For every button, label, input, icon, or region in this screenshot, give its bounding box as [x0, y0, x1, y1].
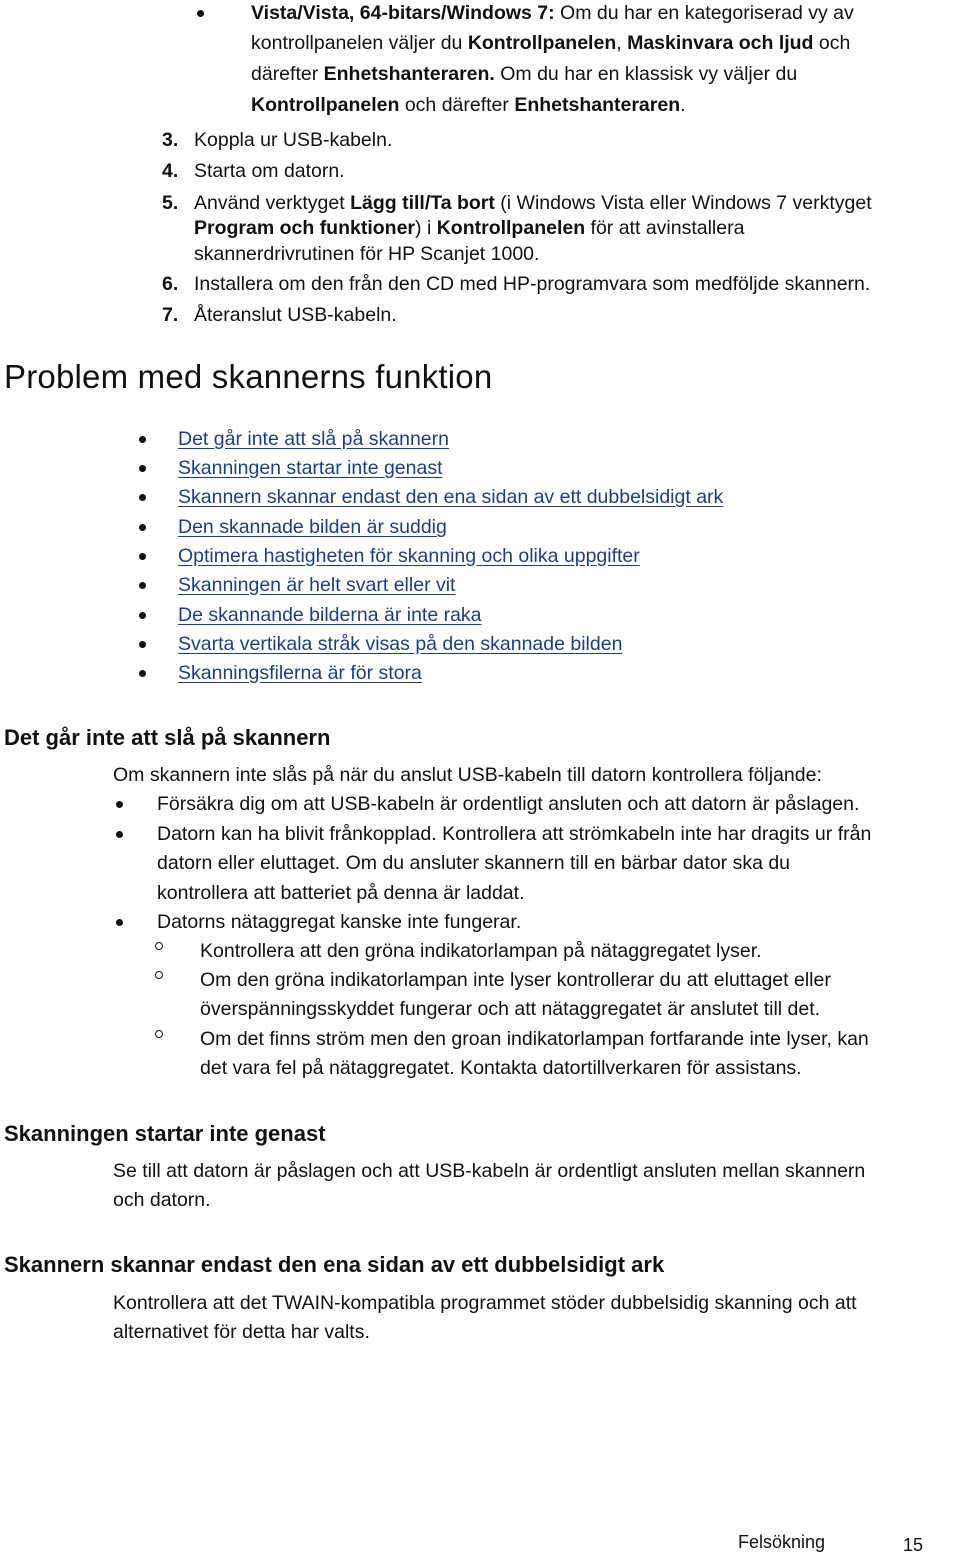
step-3-text: Koppla ur USB-kabeln.: [194, 129, 393, 151]
paragraph: Se till att datorn är påslagen och att USB-kabeln är ordentligt ansluten mellan skannern: [113, 1160, 866, 1182]
link-vertical-streaks[interactable]: Svarta vertikala stråk visas på den skannade bilden: [178, 633, 623, 655]
bullet-icon: [139, 465, 146, 472]
link-optimize-speed[interactable]: Optimera hastigheten för skanning och olika uppgifter: [178, 545, 640, 567]
link-large-files[interactable]: Skanningsfilerna är för stora: [178, 662, 422, 684]
vista-line-1: Vista/Vista, 64-bitars/Windows 7: Om du har en kategoriserad vy av: [251, 2, 854, 24]
circle-bullet-icon: [155, 971, 163, 979]
sub-bullet-text: det vara fel på nätaggregatet. Kontakta datortillverkaren för assistans.: [200, 1057, 802, 1079]
step-5-line-3: skannerdrivrutinen för HP Scanjet 1000.: [194, 243, 540, 265]
bullet-icon: [139, 524, 146, 531]
step-number: 6.: [162, 273, 179, 295]
bullet-icon: [139, 670, 146, 677]
bullet-text: Datorns nätaggregat kanske inte fungerar.: [157, 911, 522, 933]
sub-bullet-text: Om den gröna indikatorlampan inte lyser kontrollerar du att eluttaget eller: [200, 969, 831, 991]
sub-bullet-text: Om det finns ström men den groan indikatorlampan fortfarande inte lyser, kan: [200, 1028, 869, 1050]
bullet-text: Datorn kan ha blivit frånkopplad. Kontrollera att strömkabeln inte har dragits ur från: [157, 823, 872, 845]
sub-bullet-text: överspänningsskyddet fungerar och att nätaggregatet är anslutet till det.: [200, 998, 821, 1020]
bullet-icon: [116, 919, 123, 926]
bullet-text: Försäkra dig om att USB-kabeln är ordentligt ansluten och att datorn är påslagen.: [157, 793, 860, 815]
circle-bullet-icon: [155, 942, 163, 950]
link-scanner-no-power[interactable]: Det går inte att slå på skannern: [178, 428, 449, 450]
step-number: 7.: [162, 304, 179, 326]
paragraph: Om skannern inte slås på när du anslut USB-kabeln till datorn kontrollera följande:: [113, 764, 822, 786]
link-skewed-images[interactable]: De skannande bilderna är inte raka: [178, 604, 482, 626]
bullet-icon: [139, 582, 146, 589]
step-4-text: Starta om datorn.: [194, 160, 345, 182]
step-7-text: Återanslut USB-kabeln.: [194, 304, 397, 326]
bullet-icon: [139, 436, 146, 443]
paragraph: Kontrollera att det TWAIN-kompatibla programmet stöder dubbelsidig skanning och att: [113, 1292, 857, 1314]
paragraph: alternativet för detta har valts.: [113, 1321, 370, 1343]
step-number: 4.: [162, 160, 179, 182]
bullet-icon: [139, 553, 146, 560]
circle-bullet-icon: [155, 1030, 163, 1038]
step-5-line-2: Program och funktioner) i Kontrollpanelen för att avinstallera: [194, 217, 745, 239]
bullet-icon: [116, 831, 123, 838]
section-heading-no-power: Det går inte att slå på skannern: [4, 725, 331, 750]
vista-line-3: därefter Enhetshanteraren. Om du har en klassisk vy väljer du: [251, 63, 798, 85]
step-6-text: Installera om den från den CD med HP-programvara som medföljde skannern.: [194, 273, 871, 295]
bullet-icon: [139, 494, 146, 501]
bullet-text: datorn eller eluttaget. Om du ansluter skannern till en bärbar dator ska du: [157, 852, 791, 874]
link-single-side-scan[interactable]: Skannern skannar endast den ena sidan av ett dubbelsidigt ark: [178, 486, 724, 508]
section-heading-single-side: Skannern skannar endast den ena sidan av ett dubbelsidigt ark: [4, 1252, 665, 1277]
vista-label: Vista/Vista, 64-bitars/Windows 7:: [251, 2, 555, 24]
footer-section-name: Felsökning: [738, 1532, 826, 1552]
sub-bullet-text: Kontrollera att den gröna indikatorlampan på nätaggregatet lyser.: [200, 940, 762, 962]
paragraph: och datorn.: [113, 1189, 211, 1211]
page-title: Problem med skannerns funktion: [4, 358, 493, 395]
link-blurry-image[interactable]: Den skannade bilden är suddig: [178, 516, 447, 538]
bullet-icon: [197, 10, 204, 17]
step-number: 3.: [162, 129, 179, 151]
page-number: 15: [903, 1535, 924, 1555]
link-scan-not-starting[interactable]: Skanningen startar inte genast: [178, 457, 443, 479]
vista-line-4: Kontrollpanelen och därefter Enhetshanteraren.: [251, 94, 686, 116]
step-5-line-1: Använd verktyget Lägg till/Ta bort (i Windows Vista eller Windows 7 verktyget: [194, 192, 872, 214]
vista-line-2: kontrollpanelen väljer du Kontrollpanelen, Maskinvara och ljud och: [251, 32, 851, 54]
bullet-text: kontrollera att batteriet på denna är laddat.: [157, 882, 525, 904]
bullet-icon: [139, 612, 146, 619]
section-heading-scan-not-starting: Skanningen startar inte genast: [4, 1121, 326, 1146]
link-black-white-scan[interactable]: Skanningen är helt svart eller vit: [178, 574, 456, 596]
bullet-icon: [139, 641, 146, 648]
step-number: 5.: [162, 192, 179, 214]
bullet-icon: [116, 801, 123, 808]
